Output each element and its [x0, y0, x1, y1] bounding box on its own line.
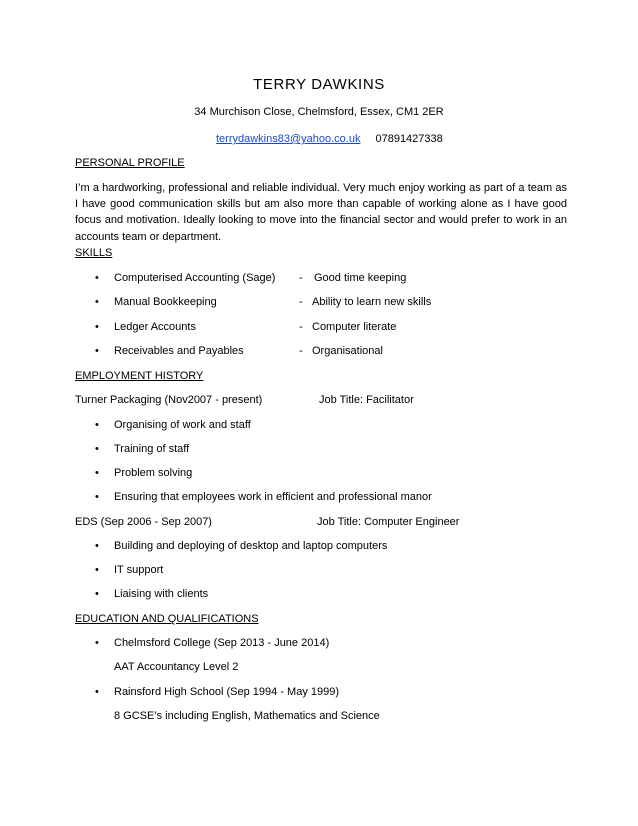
dash: - [299, 296, 303, 308]
education-school: Chelmsford College (Sep 2013 - June 2014) [114, 637, 330, 649]
address: 34 Murchison Close, Chelmsford, Essex, CM1 2ER [194, 106, 444, 118]
dash: - [299, 345, 303, 357]
bullet: • [95, 588, 99, 600]
duty-item: Problem solving [114, 467, 193, 479]
job-employer: Turner Packaging (Nov2007 - present) [75, 394, 263, 406]
skill-item: Ability to learn new skills [312, 296, 432, 308]
section-heading-education: EDUCATION AND QUALIFICATIONS [75, 613, 259, 625]
bullet: • [95, 345, 99, 357]
bullet: • [95, 540, 99, 552]
duty-item: Building and deploying of desktop and laptop computers [114, 540, 388, 552]
bullet: • [95, 321, 99, 333]
education-detail: 8 GCSE’s including English, Mathematics and Science [114, 710, 380, 722]
job-title: Job Title: Facilitator [319, 394, 414, 406]
skill-item: Ledger Accounts [114, 321, 196, 333]
duty-item: IT support [114, 564, 164, 576]
job-employer: EDS (Sep 2006 - Sep 2007) [75, 516, 212, 528]
skill-item: Computerised Accounting (Sage) [114, 272, 276, 284]
dash: - [299, 272, 303, 284]
candidate-name: TERRY DAWKINS [253, 76, 385, 93]
phone-number: 07891427338 [375, 133, 443, 145]
bullet: • [95, 686, 99, 698]
education-detail: AAT Accountancy Level 2 [114, 661, 239, 673]
bullet: • [95, 419, 99, 431]
bullet: • [95, 296, 99, 308]
job-title: Job Title: Computer Engineer [317, 516, 460, 528]
bullet: • [95, 637, 99, 649]
skill-item: Good time keeping [314, 272, 407, 284]
section-heading-skills: SKILLS [75, 247, 113, 259]
contact-line [216, 132, 443, 146]
bullet: • [95, 564, 99, 576]
duty-item: Ensuring that employees work in efficient and professional manor [114, 491, 432, 503]
skill-item: Manual Bookkeeping [114, 296, 217, 308]
bullet: • [95, 467, 99, 479]
section-heading-employment: EMPLOYMENT HISTORY [75, 370, 204, 382]
duty-item: Liaising with clients [114, 588, 209, 600]
skill-item: Organisational [312, 345, 383, 357]
skill-item: Computer literate [312, 321, 397, 333]
education-school: Rainsford High School (Sep 1994 - May 1999) [114, 686, 340, 698]
bullet: • [95, 443, 99, 455]
bullet: • [95, 491, 99, 503]
dash: - [299, 321, 303, 333]
section-heading-profile: PERSONAL PROFILE [75, 157, 185, 169]
email-link[interactable]: terrydawkins83@yahoo.co.uk [216, 133, 361, 145]
bullet: • [95, 272, 99, 284]
duty-item: Training of staff [114, 443, 190, 455]
skill-item: Receivables and Payables [114, 345, 244, 357]
duty-item: Organising of work and staff [114, 419, 251, 431]
profile-text: I’m a hardworking, professional and reliable individual. Very much enjoy working as part of a team as I have good communication skills but am also more than capable of working alone as I have good focus and motivation. Ideally looking to move into the financial sector and would prefer to work in an accounts team or department. [75, 182, 567, 243]
